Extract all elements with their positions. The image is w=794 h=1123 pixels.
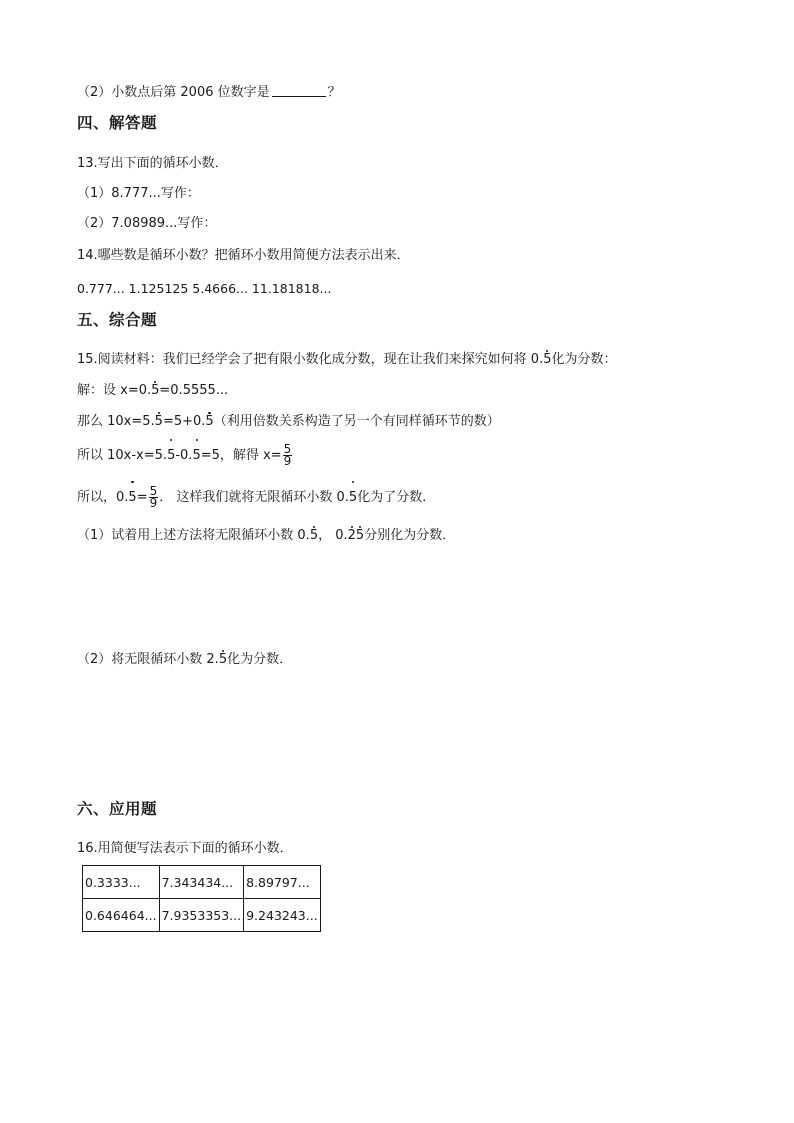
repeating-digit: 5 bbox=[154, 414, 163, 429]
fraction: $\frac{5}{9}$ bbox=[149, 484, 158, 510]
q15-sub1: （1）试着用上述方法将无限循环小数 0.5， 0.25分别化为分数． bbox=[77, 528, 456, 543]
section-4-heading: 四、解答题 bbox=[77, 114, 158, 132]
repeating-digit: 5 bbox=[349, 482, 357, 514]
q13-sub1: （1）8.777...写作： bbox=[77, 186, 200, 201]
q15-stem: 15.阅读材料：我们已经学会了把有限小数化成分数，现在让我们来探究如何将 0.5化为分数： bbox=[77, 352, 617, 367]
table-cell: 0.3333... bbox=[83, 866, 160, 899]
table-cell: 7.9353353... bbox=[159, 899, 244, 932]
fraction: $\frac{5}{9}$ bbox=[283, 442, 292, 468]
repeating-digit: 5 bbox=[355, 528, 365, 543]
table-row bbox=[83, 866, 321, 899]
table-cell: 0.646464... bbox=[83, 899, 160, 932]
q14-numbers: 0.777... 1.125125 5.4666... 11.181818... bbox=[77, 281, 332, 296]
repeating-digit: 5 bbox=[167, 440, 175, 472]
answer-blank[interactable] bbox=[272, 83, 326, 97]
q13-sub2: （2）7.08989...写作： bbox=[77, 216, 217, 231]
repeating-digit: 5 bbox=[192, 440, 200, 472]
section-5-heading: 五、综合题 bbox=[77, 311, 158, 329]
q13-stem: 13.写出下面的循环小数． bbox=[77, 156, 228, 171]
repeating-digit: 5 bbox=[218, 652, 228, 667]
q16-table bbox=[82, 865, 321, 932]
q14-stem: 14.哪些数是循环小数？把循环小数用简便方法表示出来． bbox=[77, 248, 410, 263]
section-6-heading: 六、应用题 bbox=[77, 800, 158, 818]
repeating-digit: 5 bbox=[151, 383, 160, 398]
repeating-digit: 5 bbox=[128, 482, 136, 514]
repeating-digit: 2 bbox=[347, 528, 356, 543]
repeating-digit: 5 bbox=[205, 414, 214, 429]
repeating-digit: 5 bbox=[543, 352, 552, 367]
table-cell: 7.343434... bbox=[159, 866, 244, 899]
q16-stem: 16.用简便写法表示下面的循环小数． bbox=[77, 841, 293, 856]
q15-solution-line2: 那么 10x=5.5=5+0.5（利用倍数关系构造了另一个有同样循环节的数） bbox=[77, 414, 500, 429]
q15-solution-line3: 所以 10x-x=5.5-0.5=5，解得 x= $\frac{5}{9}$ bbox=[77, 440, 293, 472]
table-cell: 8.89797... bbox=[244, 866, 321, 899]
table-row bbox=[83, 899, 321, 932]
q15-solution-line1: 解：设 x=0.5=0.5555... bbox=[77, 383, 229, 398]
repeating-digit: 5 bbox=[309, 528, 319, 543]
q15-conclusion: 所以，0.5= $\frac{5}{9}$ ． 这样我们就将无限循环小数 0.5化为了分数． bbox=[77, 482, 435, 514]
q15-sub2: （2）将无限循环小数 2.5化为分数． bbox=[77, 652, 293, 667]
q12-sub2: （2）小数点后第 2006 位数字是 ？ bbox=[77, 85, 341, 100]
table-cell: 9.243243... bbox=[244, 899, 321, 932]
